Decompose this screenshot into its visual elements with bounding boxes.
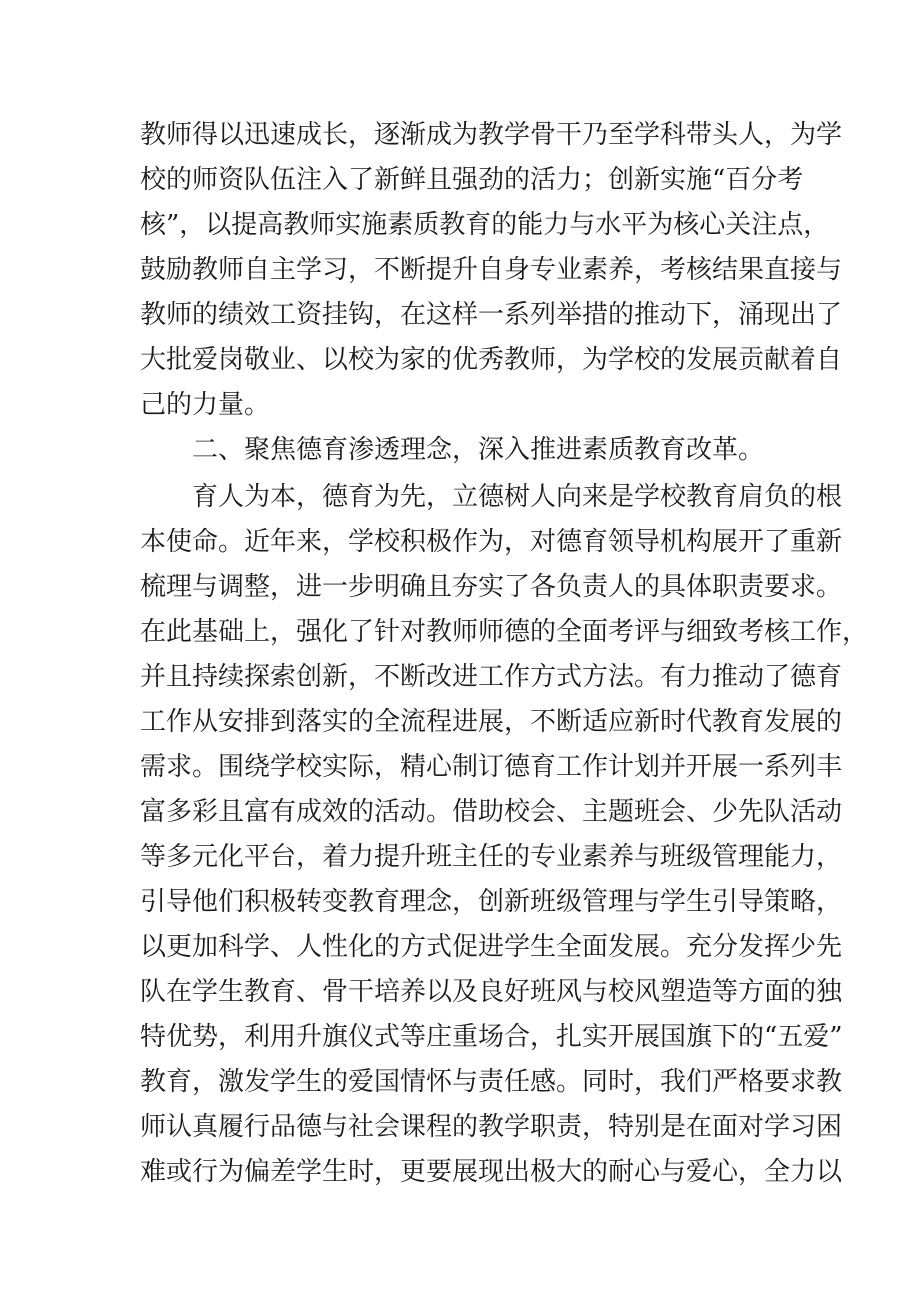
text-line: 在此基础上，强化了针对教师师德的全面考评与细致考核工作， [140, 617, 869, 647]
section-heading: 二、聚焦德育渗透理念，深入推进素质教育改革。 [192, 435, 765, 465]
text-line: 教师的绩效工资挂钩，在这样一系列举措的推动下，涌现出了 [140, 300, 843, 330]
text-line: 特优势，利用升旗仪式等庄重场合，扎实开展国旗下的“五爱” [140, 1022, 843, 1052]
text-line: 校的师资队伍注入了新鲜且强劲的活力；创新实施“百分考 [140, 165, 804, 195]
text-line: 核”，以提高教师实施素质教育的能力与水平为核心关注点， [140, 210, 830, 240]
text-line: 师认真履行品德与社会课程的教学职责，特别是在面对学习困 [140, 1112, 843, 1142]
text-line: 引导他们积极转变教育理念，创新班级管理与学生引导策略， [140, 887, 843, 917]
text-line: 富多彩且富有成效的活动。借助校会、主题班会、少先队活动 [140, 797, 843, 827]
text-line: 教育，激发学生的爱国情怀与责任感。同时，我们严格要求教 [140, 1067, 843, 1097]
text-line: 鼓励教师自主学习，不断提升自身专业素养，考核结果直接与 [140, 255, 843, 285]
text-line: 并且持续探索创新，不断改进工作方式方法。有力推动了德育 [140, 662, 843, 692]
text-line: 工作从安排到落实的全流程进展，不断适应新时代教育发展的 [140, 707, 843, 737]
text-line: 以更加科学、人性化的方式促进学生全面发展。充分发挥少先 [140, 932, 843, 962]
text-line: 己的力量。 [140, 390, 271, 420]
text-line: 等多元化平台，着力提升班主任的专业素养与班级管理能力， [140, 842, 843, 872]
text-line: 大批爱岗敬业、以校为家的优秀教师，为学校的发展贡献着自 [140, 345, 843, 375]
text-line: 育人为本，德育为先，立德树人向来是学校教育肩负的根 [192, 482, 843, 512]
text-line: 需求。围绕学校实际，精心制订德育工作计划并开展一系列丰 [140, 752, 843, 782]
text-line: 难或行为偏差学生时，更要展现出极大的耐心与爱心，全力以 [140, 1157, 843, 1187]
text-line: 教师得以迅速成长，逐渐成为教学骨干乃至学科带头人，为学 [140, 120, 843, 150]
text-line: 队在学生教育、骨干培养以及良好班风与校风塑造等方面的独 [140, 977, 843, 1007]
text-line: 梳理与调整，进一步明确且夯实了各负责人的具体职责要求。 [140, 572, 843, 602]
text-line: 本使命。近年来，学校积极作为，对德育领导机构展开了重新 [140, 527, 843, 557]
